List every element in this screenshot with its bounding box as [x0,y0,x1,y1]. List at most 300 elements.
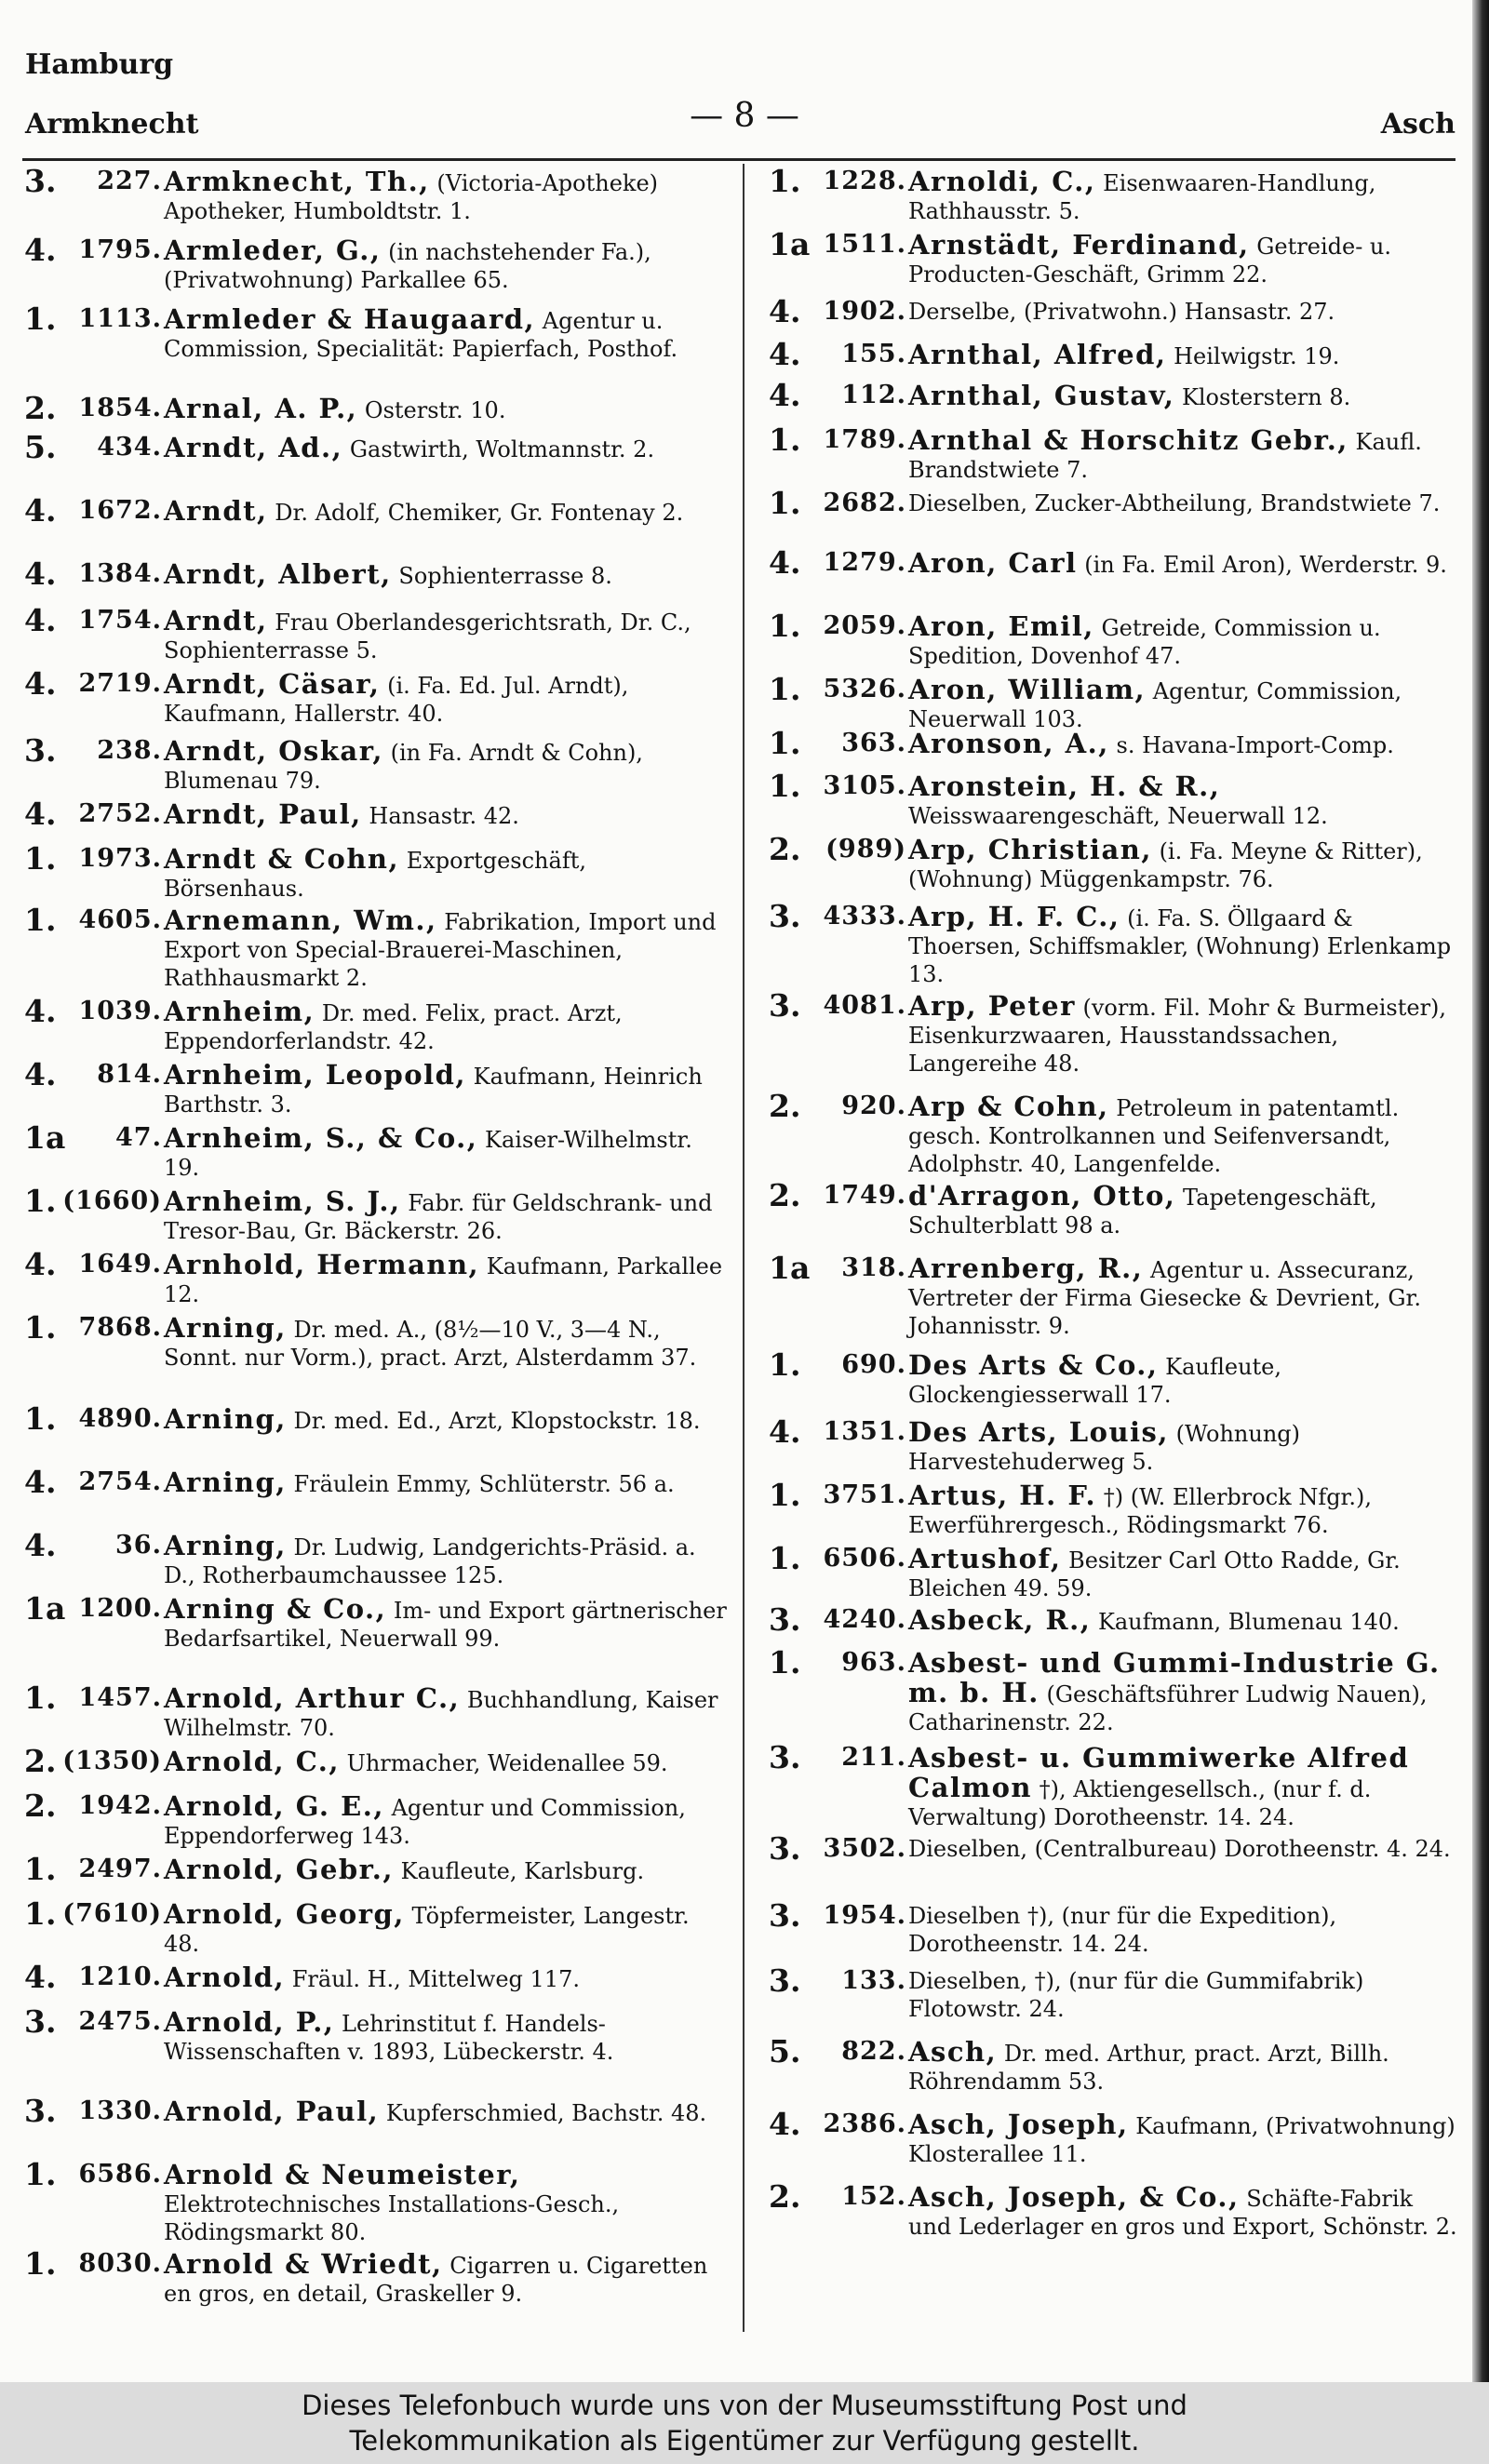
exchange-code: 1. [769,1644,801,1681]
subscriber-details: Schäfte-Fabrik und Lederlager en gros und Export, Schönstr. 2. [908,2186,1457,2240]
right-column [769,163,1461,2272]
directory-entry [24,1056,730,1124]
exchange-code: 1. [769,163,801,199]
subscriber-details: Kaufleute, Glockengiesserwall 17. [908,1354,1281,1408]
exchange-code: 1a [769,1250,811,1286]
subscriber-details: (Victoria-Apotheke) Apotheker, Humboldtstr. 1. [164,170,659,224]
subscriber-name: Arnal, A. P., [164,393,358,424]
exchange-code: 1. [769,422,801,458]
phone-number: 47. [115,1123,162,1152]
phone-number: 4240. [823,1605,906,1634]
directory-entry [769,226,1461,298]
subscriber-details: Eisenwaaren-Handlung, Rathhausstr. 5. [908,170,1376,224]
subscriber-details: Kaufmann, (Privatwohnung) Klosterallee 11. [908,2113,1455,2167]
phone-number: 1649. [78,1250,162,1279]
subscriber-details: Besitzer Carl Otto Radde, Gr. Bleichen 49. 59. [908,1547,1401,1601]
directory-entry [769,544,1461,612]
subscriber-details: Im- und Export gärtnerischer Bedarfsartikel, Neuerwall 99. [164,1598,727,1652]
subscriber-name: Arnold, P., [164,2006,335,2038]
exchange-code: 4. [769,544,801,581]
phone-number: 814. [97,1060,162,1089]
directory-entry [24,1851,730,1900]
phone-number: (1350) [62,1747,162,1775]
phone-number: 1789. [823,425,906,454]
subscriber-details: Dr. med. Ed., Arzt, Klopstockstr. 18. [293,1408,701,1434]
phone-number: 1954. [823,1901,906,1930]
directory-entry [769,898,1461,992]
subscriber-details: (in Fa. Arndt & Cohn), Blumenau 79. [164,740,643,794]
subscriber-name: Artus, H. F. [908,1480,1097,1511]
subscriber-details: Kaufmann, Heinrich Barthstr. 3. [164,1064,703,1118]
subscriber-details: Dieselben, †), (nur für die Gummifabrik) Flotowstr. 24. [908,1968,1364,2022]
exchange-code: 1. [24,1309,57,1346]
subscriber-name: Arnstädt, Ferdinand, [908,229,1250,261]
phone-number: 1200. [78,1594,162,1623]
subscriber-details: Dieselben, Zucker-Abtheilung, Brandstwiete 7. [908,490,1441,516]
directory-entry [769,2178,1461,2272]
exchange-code: 1. [24,1680,57,1716]
phone-number: 963. [841,1648,906,1677]
exchange-code: 4. [24,796,57,832]
directory-entry [769,1413,1461,1481]
subscriber-details: (i. Fa. Ed. Jul. Arndt), Kaufmann, Hallerstr. 40. [164,673,629,727]
exchange-code: 2. [769,1177,801,1213]
exchange-code: 1. [769,1477,801,1513]
phone-number: 2754. [78,1467,162,1496]
exchange-code: 3. [24,2093,57,2129]
subscriber-details: Kaufleute, Karlsburg. [400,1858,645,1884]
directory-entry [769,1739,1461,1835]
directory-entry [769,1830,1461,1902]
subscriber-details: Dr. med. A., (8½—10 V., 3—4 N., Sonnt. nur Vorm.), pract. Arzt, Alsterdamm 37. [164,1317,697,1371]
phone-number: 1351. [823,1417,906,1446]
header-last-entry: Asch [1380,108,1455,141]
subscriber-name: Arnheim, Leopold, [164,1059,466,1091]
exchange-code: 4. [24,665,57,702]
subscriber-name: Arnold, Paul, [164,2096,380,2127]
footer-line-2: Telekommunikation als Eigentümer zur Verfügung gestellt. [349,2425,1140,2457]
subscriber-name: Aronstein, H. & R., [908,770,1221,802]
subscriber-details: Heilwigstr. 19. [1174,343,1340,369]
exchange-code: 4. [769,336,801,372]
subscriber-name: Arnthal, Alfred, [908,339,1167,370]
exchange-code: 1. [769,608,801,644]
subscriber-name: Arnemann, Wm., [164,904,437,936]
subscriber-details: (i. Fa. Meyne & Ritter), (Wohnung) Müggenkampstr. 76. [908,838,1423,892]
subscriber-name: Arnold & Wriedt, [164,2248,443,2280]
subscriber-name: Aron, Carl [908,547,1078,579]
subscriber-name: Arnheim, S., & Co., [164,1122,478,1154]
subscriber-details: Hansastr. 42. [369,803,519,829]
phone-number: 2752. [78,799,162,828]
phone-number: 1210. [78,1962,162,1991]
exchange-code: 3. [769,1739,801,1775]
subscriber-name: Asbeck, R., [908,1604,1092,1636]
subscriber-details: Dr. med. Arthur, pract. Arzt, Billh. Röhrendamm 53. [908,2041,1389,2095]
phone-number: 152. [841,2182,906,2211]
exchange-code: 2. [24,1743,57,1779]
exchange-code: 1. [24,902,57,938]
phone-number: 4081. [823,991,906,1020]
exchange-code: 3. [24,163,57,199]
directory-entry [24,1183,730,1251]
phone-number: 1330. [78,2096,162,2125]
subscriber-name: Asch, Joseph, & Co., [908,2181,1240,2213]
phone-number: 211. [841,1743,906,1772]
exchange-code: 4. [24,993,57,1029]
subscriber-name: Arning, [164,1466,287,1498]
subscriber-name: Artushof, [908,1543,1062,1574]
exchange-code: 3. [769,1601,801,1638]
page-edge-shadow [1472,0,1489,2382]
directory-entry [769,377,1461,426]
footer-line-1: Dieses Telefonbuch wurde uns von der Museumsstiftung Post und [302,2390,1187,2421]
subscriber-name: Arnold & Neumeister, [164,2159,521,2190]
subscriber-details: Weisswaarengeschäft, Neuerwall 12. [908,803,1328,829]
directory-entry [769,1540,1461,1606]
subscriber-name: Arndt, Paul, [164,798,362,830]
exchange-code: 1. [769,671,801,707]
exchange-code: 3. [769,1962,801,1999]
subscriber-name: Arndt, Ad., [164,432,343,463]
directory-entry [24,993,730,1061]
subscriber-name: Asch, Joseph, [908,2109,1129,2140]
exchange-code: 2. [24,390,57,426]
subscriber-name: Aronson, A., [908,728,1109,759]
directory-entry [769,163,1461,231]
phone-number: 1228. [823,167,906,195]
exchange-code: 2. [769,2178,801,2215]
directory-entry [24,1680,730,1748]
subscriber-details: Uhrmacher, Weidenallee 59. [346,1750,668,1776]
directory-entry [24,556,730,607]
phone-number: 1672. [78,496,162,525]
exchange-code: 1. [769,485,801,521]
footer-notice [0,2382,1489,2464]
directory-entry [769,831,1461,903]
directory-entry [24,1743,730,1792]
subscriber-name: Arndt, [164,605,268,636]
subscriber-name: Aron, Emil, [908,610,1094,642]
subscriber-details: Petroleum in patentamtl. gesch. Kontrolkannen und Seifenversandt, Adolphstr. 40, Langenfelde. [908,1095,1400,1177]
exchange-code: 5. [769,2033,801,2069]
directory-entry [769,725,1461,772]
subscriber-name: Arnold, G. E., [164,1790,384,1822]
subscriber-details: Agentur und Commission, Eppendorferweg 143. [164,1795,686,1849]
header-rule [22,158,1455,161]
exchange-code: 1a [24,1590,66,1627]
directory-entry [24,665,730,737]
subscriber-name: Arndt, Albert, [164,558,392,590]
exchange-code: 4. [769,377,801,413]
directory-entry [769,293,1461,341]
directory-entry [24,1309,730,1405]
subscriber-details: Tapetengeschäft, Schulterblatt 98 a. [908,1185,1377,1239]
subscriber-details: (vorm. Fil. Mohr & Burmeister), Eisenkurzwaaren, Hausstandssachen, Langereihe 48. [908,995,1447,1077]
subscriber-details: Dieselben, (Centralbureau) Dorotheenstr. 4. 24. [908,1836,1451,1862]
subscriber-details: (Geschäftsführer Ludwig Nauen), Catharinenstr. 22. [908,1681,1428,1735]
exchange-code: 4. [24,492,57,529]
phone-number: 1942. [78,1791,162,1820]
phone-number: 4605. [78,905,162,934]
exchange-code: 1. [24,1400,57,1437]
subscriber-details: (i. Fa. S. Öllgaard & Thoersen, Schiffsmakler, (Wohnung) Erlenkamp 13. [908,905,1452,987]
header-city: Hamburg [25,48,174,81]
exchange-code: 4. [24,1959,57,1995]
directory-entry [24,1527,730,1595]
phone-number: 155. [841,340,906,368]
subscriber-details: Cigarren u. Cigaretten en gros, en detail, Graskeller 9. [164,2253,708,2307]
subscriber-name: Arnheim, [164,996,315,1027]
subscriber-name: Des Arts & Co., [908,1349,1159,1381]
subscriber-details: Gastwirth, Woltmannstr. 2. [349,436,655,462]
phone-number: 822. [841,2037,906,2066]
phone-number: 3105. [823,771,906,800]
subscriber-name: Arnold, [164,1962,286,1993]
subscriber-name: Arnhold, Hermann, [164,1249,480,1280]
subscriber-name: Arning, [164,1530,287,1561]
directory-entry [24,1895,730,1963]
directory-entry [24,1464,730,1532]
directory-entry [24,1400,730,1468]
subscriber-name: Arnold, Gebr., [164,1854,394,1885]
exchange-code: 1. [24,2156,57,2192]
phone-number: 227. [97,167,162,195]
subscriber-details: Getreide- u. Producten-Geschäft, Grimm 22. [908,234,1392,288]
subscriber-details: (in Fa. Emil Aron), Werderstr. 9. [1084,552,1447,578]
exchange-code: 1. [769,1346,801,1383]
directory-entry [769,671,1461,732]
phone-number: 238. [97,736,162,765]
directory-entry [24,1788,730,1855]
exchange-code: 1a [24,1119,66,1156]
subscriber-name: d'Arragon, Otto, [908,1180,1176,1212]
phone-number: 1039. [78,997,162,1025]
exchange-code: 2. [24,1788,57,1824]
phone-number: 4890. [78,1404,162,1433]
directory-entry [24,840,730,906]
directory-entry [769,1644,1461,1744]
directory-entry [769,1962,1461,2038]
exchange-code: 4. [769,1413,801,1450]
subscriber-details: †), Aktiengesellsch., (nur f. d. Verwaltung) Dorotheenstr. 14. 24. [908,1776,1372,1830]
directory-entry [24,232,730,305]
directory-entry [769,768,1461,836]
subscriber-details: Lehrinstitut f. Handels-Wissenschaften v. 1893, Lübeckerstr. 4. [164,2011,614,2065]
directory-entry [24,1119,730,1187]
phone-number: (1660) [62,1186,162,1215]
subscriber-details: Kupferschmied, Bachstr. 48. [385,2100,707,2126]
phone-number: 920. [841,1091,906,1120]
phone-number: 1511. [823,230,906,259]
directory-entry [24,1590,730,1684]
subscriber-details: Fabrikation, Import und Export von Special-Brauerei-Maschinen, Rathhausmarkt 2. [164,909,717,991]
directory-entry [24,732,730,800]
subscriber-details: (Wohnung) Harvestehuderweg 5. [908,1421,1301,1475]
phone-number: 690. [841,1350,906,1379]
subscriber-name: Arp, H. F. C., [908,901,1120,932]
exchange-code: 1. [24,1895,57,1932]
directory-entry [769,422,1461,489]
directory-entry [769,987,1461,1092]
phone-number: 133. [841,1966,906,1995]
subscriber-details: Agentur u. Commission, Specialität: Papierfach, Posthof. [164,308,678,362]
subscriber-details: Frau Oberlandesgerichtsrath, Dr. C., Sophienterrasse 5. [164,609,691,663]
subscriber-name: Arp, Christian, [908,834,1152,865]
phone-number: (989) [825,835,906,864]
directory-entry [24,2003,730,2097]
phone-number: 8030. [78,2249,162,2278]
exchange-code: 4. [24,602,57,638]
subscriber-details: Osterstr. 10. [364,397,506,423]
phone-number: 1854. [78,394,162,422]
phone-number: 1384. [78,559,162,588]
phone-number: 1457. [78,1683,162,1712]
phone-number: 3751. [823,1480,906,1509]
phone-number: 3502. [823,1834,906,1863]
subscriber-details: s. Havana-Import-Comp. [1116,732,1394,758]
exchange-code: 3. [24,2003,57,2040]
subscriber-name: Arning, [164,1403,287,1435]
directory-entry [769,1250,1461,1351]
directory-entry [769,1346,1461,1418]
subscriber-name: Arndt & Cohn, [164,843,400,875]
exchange-code: 3. [769,898,801,934]
phone-number: 112. [841,381,906,409]
subscriber-details: Klosterstern 8. [1181,384,1351,410]
directory-entry [24,301,730,395]
phone-number: 2059. [823,611,906,640]
subscriber-details: Kaufmann, Blumenau 140. [1097,1609,1400,1635]
phone-number: 7868. [78,1313,162,1342]
directory-entry [24,163,730,236]
exchange-code: 4. [24,232,57,268]
directory-entry [24,429,730,497]
directory-entry [24,2156,730,2250]
subscriber-details: Elektrotechnisches Installations-Gesch., Rödingsmarkt 80. [164,2191,620,2245]
subscriber-name: Arp, Peter [908,990,1076,1022]
exchange-code: 3. [769,1830,801,1867]
subscriber-name: Armleder, G., [164,234,382,266]
exchange-code: 1. [769,768,801,804]
phone-number: 1749. [823,1181,906,1210]
phone-number: 36. [115,1531,162,1560]
subscriber-details: Kaufmann, Parkallee 12. [164,1253,723,1307]
exchange-code: 4. [769,2106,801,2142]
subscriber-details: Kaiser-Wilhelmstr. 19. [164,1127,692,1181]
exchange-code: 1. [24,1851,57,1887]
directory-entry [24,1959,730,2008]
phone-number: 434. [97,433,162,462]
subscriber-name: Armleder & Haugaard, [164,303,536,335]
directory-entry [24,2245,730,2313]
exchange-code: 1. [769,725,801,761]
subscriber-details: Agentur, Commission, Neuerwall 103. [908,678,1402,732]
exchange-code: 4. [24,556,57,592]
exchange-code: 3. [24,732,57,769]
exchange-code: 4. [24,1056,57,1092]
subscriber-details: †) (W. Ellerbrock Nfgr.), Ewerführergesch., Rödingsmarkt 76. [908,1484,1373,1538]
directory-entry [24,796,730,845]
phone-number: 2682. [823,489,906,517]
subscriber-name: Des Arts, Louis, [908,1416,1169,1448]
subscriber-name: Arp & Cohn, [908,1091,1109,1122]
exchange-code: 1. [769,1540,801,1576]
subscriber-name: Arning & Co., [164,1593,387,1625]
exchange-code: 1a [769,226,811,262]
subscriber-details: Derselbe, (Privatwohn.) Hansastr. 27. [908,299,1335,325]
directory-entry [769,1177,1461,1254]
phone-number: 1754. [78,606,162,635]
exchange-code: 3. [769,987,801,1024]
phone-number: 1973. [78,844,162,873]
directory-entry [24,492,730,560]
exchange-code: 4. [24,1246,57,1282]
directory-entry [769,2033,1461,2110]
directory-entry [769,1477,1461,1545]
subscriber-name: Asbest- u. Gummiwerke Alfred Calmon [908,1742,1410,1803]
subscriber-name: Arnold, Georg, [164,1898,405,1930]
phone-number: 6506. [823,1544,906,1573]
phone-number: 4333. [823,902,906,931]
directory-entry [769,1897,1461,1967]
phone-number: 6586. [78,2160,162,2189]
subscriber-name: Arnoldi, C., [908,166,1096,197]
subscriber-details: Töpfermeister, Langestr. 48. [164,1903,690,1957]
exchange-code: 1. [24,840,57,877]
directory-entry [769,1088,1461,1182]
exchange-code: 4. [769,293,801,329]
exchange-code: 1. [24,1183,57,1219]
directory-entry [24,390,730,434]
subscriber-details: Exportgeschäft, Börsenhaus. [164,848,586,902]
directory-entry [24,1246,730,1314]
subscriber-name: Arrenberg, R., [908,1252,1144,1284]
phone-number: 2497. [78,1855,162,1883]
subscriber-details: Fräulein Emmy, Schlüterstr. 56 a. [293,1471,675,1497]
exchange-code: 1. [24,2245,57,2282]
subscriber-details: Sophienterrasse 8. [398,563,612,589]
subscriber-details: Agentur u. Assecuranz, Vertreter der Firma Giesecke & Devrient, Gr. Johannisstr. 9. [908,1257,1421,1339]
subscriber-name: Arnthal, Gustav, [908,380,1175,411]
subscriber-details: Fabr. für Geldschrank- und Tresor-Bau, Gr. Bäckerstr. 26. [164,1190,713,1244]
subscriber-details: Kaufl. Brandstwiete 7. [908,429,1422,483]
phone-number: 363. [841,729,906,757]
exchange-code: 3. [769,1897,801,1934]
subscriber-details: Buchhandlung, Kaiser Wilhelmstr. 70. [164,1687,718,1741]
phone-number: 2386. [823,2109,906,2138]
exchange-code: 4. [24,1464,57,1500]
phone-number: 2719. [78,669,162,698]
directory-entry [769,2106,1461,2183]
phone-number: 5326. [823,675,906,703]
subscriber-details: Dr. med. Felix, pract. Arzt, Eppendorferlandstr. 42. [164,1000,623,1054]
left-column [24,163,730,2313]
subscriber-name: Arnthal & Horschitz Gebr., [908,424,1348,456]
subscriber-name: Armknecht, Th., [164,166,430,197]
subscriber-name: Arnheim, S. J., [164,1185,401,1217]
exchange-code: 2. [769,1088,801,1124]
page-number: — 8 — [690,97,799,135]
exchange-code: 1. [24,301,57,337]
phone-number: 318. [841,1253,906,1282]
directory-entry [24,602,730,670]
exchange-code: 2. [769,831,801,867]
exchange-code: 4. [24,1527,57,1563]
directory-entry [769,485,1461,549]
subscriber-name: Asbest- und Gummi-Industrie G. m. b. H. [908,1647,1441,1708]
directory-entry [769,608,1461,676]
